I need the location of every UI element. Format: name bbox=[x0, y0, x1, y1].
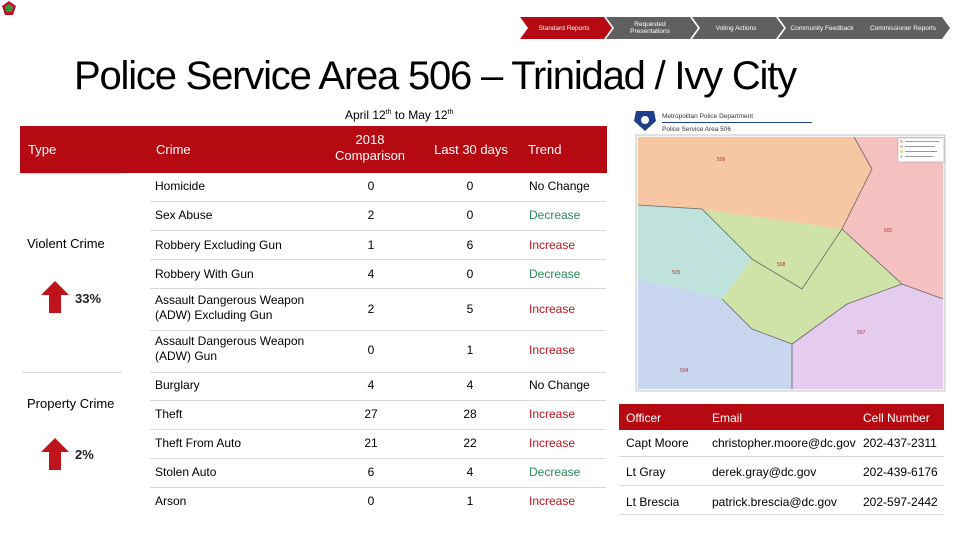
map-label: 507 bbox=[857, 330, 866, 336]
map-label: 506 bbox=[717, 157, 726, 163]
col-type: Type bbox=[28, 142, 57, 157]
nav-voting-actions[interactable]: Voting Actions bbox=[692, 17, 784, 39]
map-label: 501 bbox=[884, 228, 893, 234]
nav-standard-reports[interactable]: Standard Reports bbox=[520, 17, 612, 39]
nav-community-feedback[interactable]: Community Feedback bbox=[778, 17, 870, 39]
officer-email-link[interactable]: christopher.moore@dc.gov bbox=[712, 436, 856, 450]
property-crime-percent: 2% bbox=[75, 447, 94, 462]
map-dept-title: Metropolitan Police Department bbox=[662, 113, 754, 120]
psa-map-graphic bbox=[632, 109, 948, 394]
group-violent-crime: Violent Crime bbox=[27, 236, 105, 251]
map-label: 505 bbox=[672, 270, 681, 276]
officer-table-header: Officer Email Cell Number bbox=[619, 404, 944, 430]
nav-requested-presentations[interactable]: Requested Presentations bbox=[606, 17, 698, 39]
officer-email-link[interactable]: patrick.brescia@dc.gov bbox=[712, 495, 837, 509]
group-property-crime: Property Crime bbox=[27, 396, 115, 411]
corner-logo-icon bbox=[2, 1, 16, 15]
col-crime: Crime bbox=[156, 142, 191, 157]
psa-map bbox=[632, 109, 948, 394]
map-psa-title: Police Service Area 506 bbox=[662, 126, 732, 133]
report-nav bbox=[520, 17, 950, 39]
report-period: April 12th to May 12th bbox=[345, 108, 454, 122]
col-trend: Trend bbox=[528, 142, 562, 157]
violent-crime-percent: 33% bbox=[75, 291, 102, 306]
col-comparison: 2018 Comparison bbox=[334, 132, 406, 163]
increase-arrow-icon bbox=[41, 438, 69, 470]
nav-commissioner-reports[interactable]: Commissioner Reports bbox=[860, 17, 950, 39]
mpd-badge-icon bbox=[634, 111, 656, 131]
col-last30: Last 30 days bbox=[434, 142, 508, 157]
increase-arrow-icon bbox=[41, 281, 69, 313]
map-label: 508 bbox=[777, 262, 786, 268]
officer-email-link[interactable]: derek.gray@dc.gov bbox=[712, 465, 817, 479]
map-label: 504 bbox=[680, 368, 689, 374]
crime-table-header bbox=[20, 126, 607, 173]
page-title: Police Service Area 506 – Trinidad / Ivy City bbox=[74, 54, 796, 98]
